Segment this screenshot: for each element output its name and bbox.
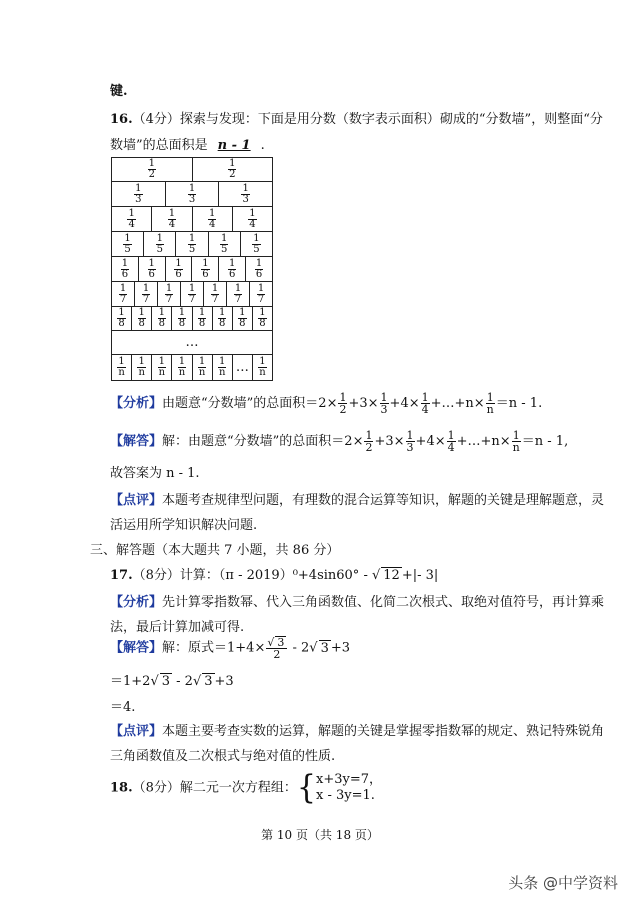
- question-18: 18.（8分）解二元一次方程组：{ x+3y=7， x - 3y=1.: [110, 768, 383, 807]
- wall-cell: $\frac{1}{5}$: [112, 232, 144, 256]
- wall-cell: $\frac{1}{7}$: [158, 282, 181, 306]
- wall-cell: $\frac{1}{5}$: [253, 232, 260, 255]
- fraction-wall: [111, 157, 273, 381]
- wall-cell: $\frac{1}{4}$: [152, 207, 192, 231]
- wall-cell: $\frac{1}{7}$: [227, 282, 250, 306]
- wall-cell: $\frac{1}{8}$: [193, 307, 213, 330]
- solution-17-line2: ＝1+2√ 3 - 2√ 3 +3: [110, 674, 234, 689]
- wall-cell: $\frac{1}{3}$: [242, 182, 249, 205]
- wall-cell: $\frac{1}{6}$: [219, 257, 246, 281]
- wall-cell: $\frac{1}{n}$: [132, 355, 152, 380]
- wall-cell: $\frac{1}{3}$: [166, 182, 220, 206]
- wall-cell: $\frac{1}{7}$: [257, 282, 265, 305]
- solution-16-answer: 故答案为 n - 1.: [110, 466, 200, 481]
- solution-17-line3: ＝4.: [110, 700, 136, 715]
- comment-tag: 【点评】: [110, 493, 163, 508]
- wall-cell: $\frac{1}{8}$: [152, 307, 172, 330]
- question-number: 16.: [110, 112, 133, 127]
- wall-row: [112, 282, 272, 307]
- wall-cell: $\frac{1}{5}$: [144, 232, 176, 256]
- wall-row: [112, 182, 272, 207]
- wall-cell: $\frac{1}{n}$: [172, 355, 192, 380]
- watermark: 头条 @中学资料: [508, 874, 618, 892]
- solution-tag: 【解答】: [110, 434, 163, 449]
- continued-text: 键.: [110, 84, 128, 99]
- wall-cell: $\frac{1}{8}$: [112, 307, 132, 330]
- question-17: 17.（8分）计算：（π - 2019）⁰+4sin60° - √ 12 +|- 3|: [110, 568, 439, 583]
- wall-cell: $\frac{1}{6}$: [112, 257, 139, 281]
- wall-row: [112, 158, 272, 182]
- wall-cell: $\frac{1}{6}$: [192, 257, 219, 281]
- wall-cell: $\frac{1}{8}$: [259, 307, 266, 329]
- comment-16-line1: 【点评】本题考查规律型问题，有理数的混合运算等知识，解题的关键是理解题意，灵: [110, 493, 605, 508]
- comment-16-line2: 活运用所学知识解决问题.: [110, 518, 258, 533]
- wall-cell: $\frac{1}{n}$: [152, 355, 172, 380]
- analysis-17-line1: 【分析】先计算零指数幂、代入三角函数值、化简二次根式、取绝对值符号，再计算乘: [110, 595, 605, 610]
- brace-icon: {: [296, 768, 317, 807]
- wall-cell: $\frac{1}{4}$: [249, 207, 256, 230]
- wall-cell: $\frac{1}{n}$: [112, 355, 132, 380]
- comment-17-line1: 【点评】本题主要考查实数的运算，解题的关键是掌握零指数幂的规定、熟记特殊锐角: [110, 724, 605, 739]
- wall-cell: $\frac{1}{5}$: [176, 232, 208, 256]
- wall-cell: $\frac{1}{2}$: [112, 158, 193, 181]
- wall-row: [112, 331, 272, 355]
- wall-cell: $\frac{1}{4}$: [112, 207, 152, 231]
- wall-cell: $\frac{1}{8}$: [172, 307, 192, 330]
- wall-cell: $\frac{1}{7}$: [204, 282, 227, 306]
- question-16-line1: 16.（4分）探索与发现：下面是用分数（数字表示面积）砌成的“分数墙”，则整面“分: [110, 112, 603, 127]
- wall-cell: $\frac{1}{7}$: [181, 282, 204, 306]
- wall-cell: $\frac{1}{5}$: [209, 232, 241, 256]
- wall-ellipsis: …: [185, 335, 199, 350]
- wall-row: [112, 355, 272, 380]
- wall-cell: $\frac{1}{6}$: [139, 257, 166, 281]
- wall-cell: $\frac{1}{n}$: [193, 355, 213, 380]
- wall-cell: $\frac{1}{2}$: [229, 158, 236, 180]
- wall-cell: $\frac{1}{n}$: [259, 356, 266, 378]
- section-heading: 三、解答题（本大题共 7 小题，共 86 分）: [90, 543, 340, 558]
- wall-cell: $\frac{1}{4}$: [193, 207, 233, 231]
- analysis-17-line2: 法，最后计算加减可得.: [110, 620, 245, 635]
- wall-cell: $\frac{1}{8}$: [233, 307, 253, 330]
- wall-cell: $\frac{1}{6}$: [166, 257, 193, 281]
- wall-cell: $\frac{1}{6}$: [255, 257, 263, 280]
- solution-16: 【解答】解：由题意“分数墙”的总面积＝2× $\frac{1}{2}$ +3× $\frac{1}{3}$ +4× $\frac{1}{4}$ +…+n× $\frac{1}{n}$ ＝n - 1,: [110, 429, 569, 454]
- wall-cell: $\frac{1}{8}$: [213, 307, 233, 330]
- wall-cell: $\frac{1}{n}$: [213, 355, 233, 380]
- wall-cell: …: [233, 355, 253, 380]
- wall-cell: $\frac{1}{8}$: [132, 307, 152, 330]
- wall-cell: $\frac{1}{7}$: [112, 282, 135, 306]
- page-footer: 第 10 页（共 18 页）: [261, 828, 379, 842]
- wall-row: [112, 207, 272, 232]
- wall-row: [112, 257, 272, 282]
- wall-cell: $\frac{1}{3}$: [112, 182, 166, 206]
- wall-row: [112, 307, 272, 331]
- answer-blank: n - 1: [217, 138, 251, 153]
- analysis-16: 【分析】由题意“分数墙”的总面积＝2× $\frac{1}{2}$ +3× $\frac{1}{3}$ +4× $\frac{1}{4}$ +…+n× $\frac{1}{n}$ ＝n - 1.: [110, 391, 543, 416]
- comment-17-line2: 三角函数值及二次根式与绝对值的性质.: [110, 749, 336, 764]
- analysis-tag: 【分析】: [110, 396, 163, 411]
- wall-row: [112, 232, 272, 257]
- question-16-line2: 数墙”的总面积是 n - 1 .: [110, 138, 265, 153]
- solution-17-line1: 【解答】解：原式＝1+4× $\frac{√ 3}{2}$ - 2√ 3 +3: [110, 636, 351, 661]
- wall-cell: $\frac{1}{7}$: [135, 282, 158, 306]
